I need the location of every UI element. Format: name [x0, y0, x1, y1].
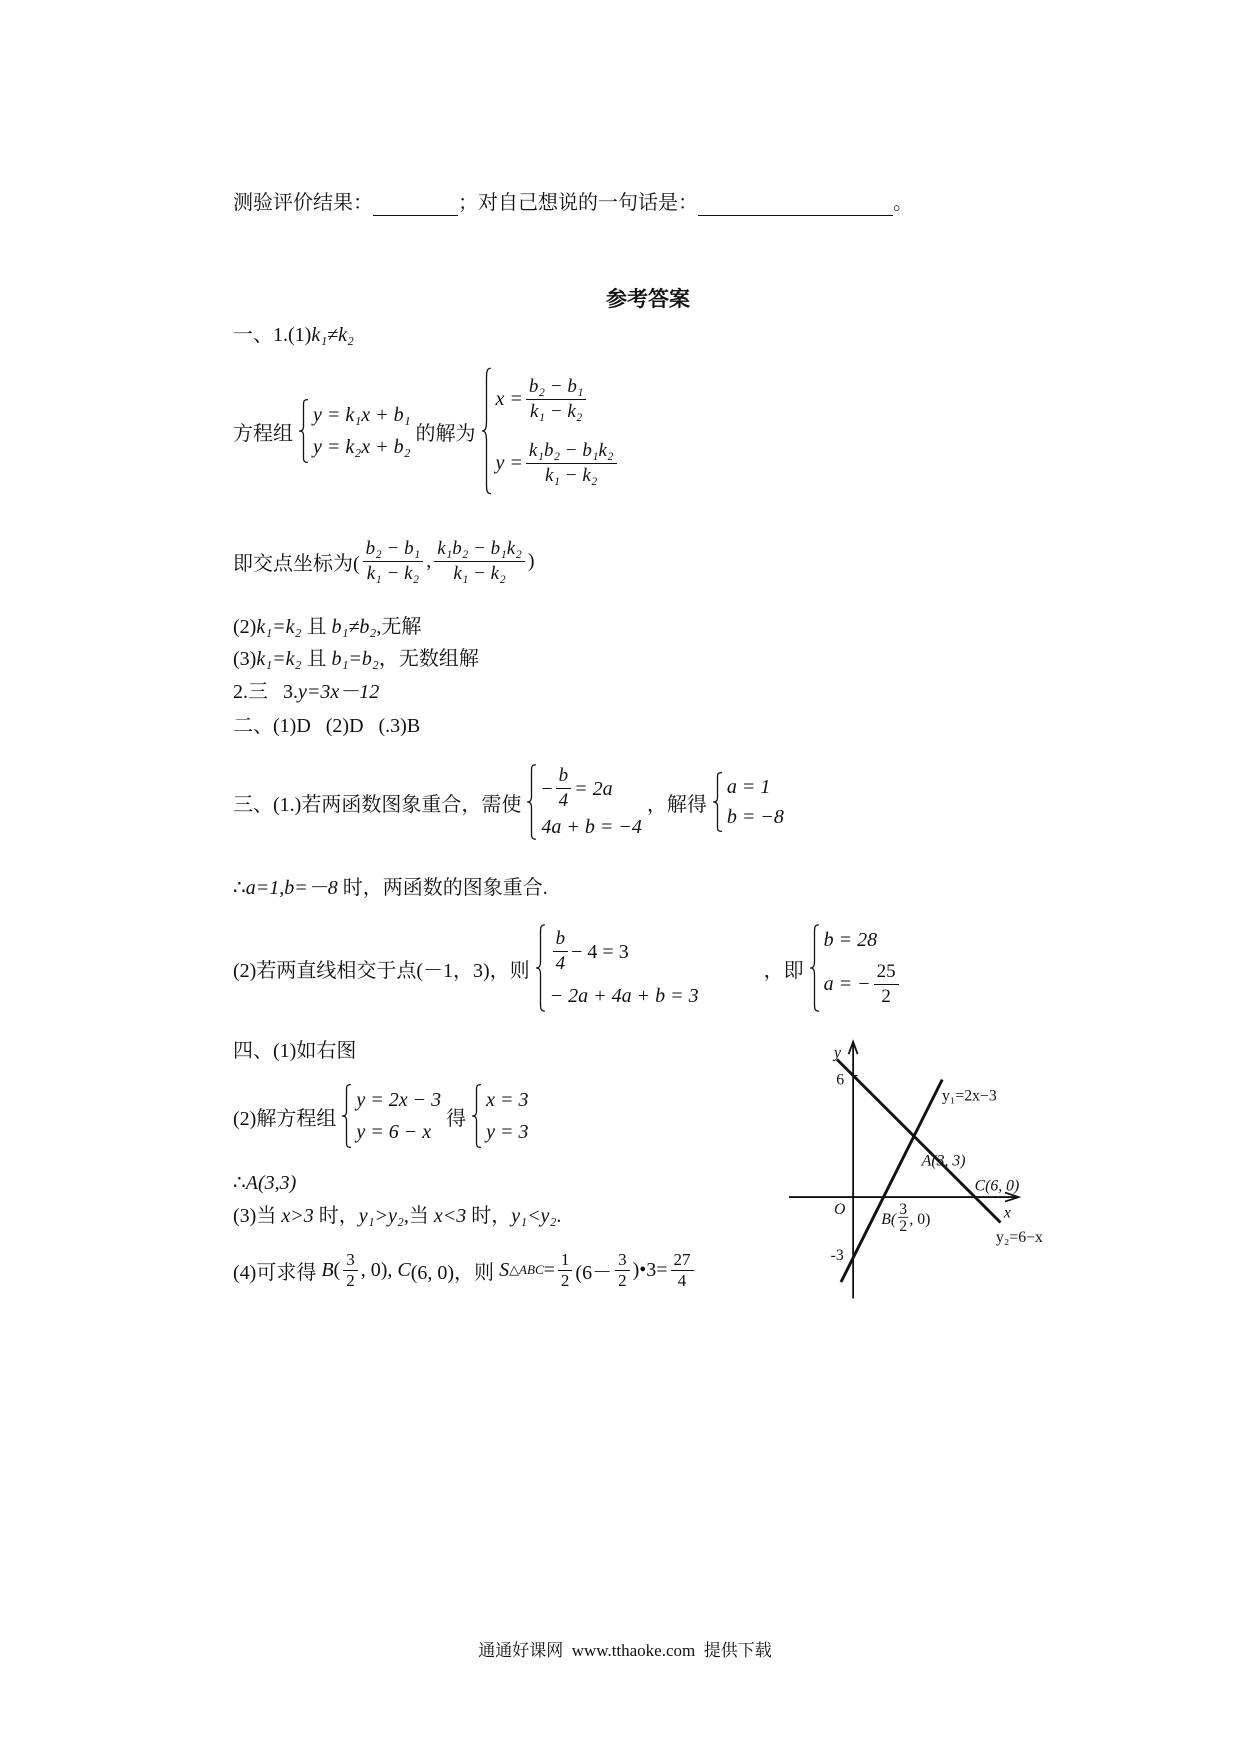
fraction	[553, 927, 569, 976]
numerator: 1	[558, 1250, 573, 1271]
part1-q2-line	[233, 679, 379, 705]
intersection-label: 即交点坐标为(	[233, 552, 360, 575]
paren-close: )•3=	[632, 1258, 668, 1281]
fraction	[556, 764, 572, 813]
fraction	[615, 1250, 630, 1291]
q2-solution	[809, 924, 902, 1012]
conjunction: 且	[301, 648, 332, 670]
left-brace	[712, 772, 723, 832]
condition-2: b₁=b₂	[331, 648, 379, 670]
therefore-mark: ∴	[233, 1172, 246, 1194]
denominator: 2	[560, 1270, 570, 1290]
q2-system-rows	[546, 924, 699, 1012]
q1-solution-rows	[723, 772, 784, 832]
denominator: k₁ − k₂	[529, 400, 583, 422]
left-brace	[341, 1084, 352, 1148]
left-brace	[481, 367, 492, 495]
q2-system-rows	[352, 1084, 441, 1148]
denominator: k₁ − k₂	[366, 562, 420, 584]
part4-q3-line	[233, 1203, 561, 1229]
q2-equation: y=3x－12	[298, 681, 380, 703]
q2-solution	[471, 1084, 528, 1148]
part4-q4-block	[233, 1248, 697, 1292]
q1-sol1: a = 1	[726, 776, 771, 798]
condition: x<3	[433, 1205, 467, 1227]
denominator: 4	[555, 953, 566, 975]
point-c-rest: (6, 0)，则	[410, 1261, 500, 1284]
fraction	[343, 1250, 358, 1291]
result-blank	[373, 195, 458, 216]
fraction	[434, 537, 525, 586]
numerator: b	[556, 764, 572, 789]
point-b-rest: , 0),	[360, 1258, 398, 1281]
fraction	[526, 439, 617, 488]
q1-system-rows	[537, 764, 642, 840]
solution-rows	[492, 367, 620, 495]
condition-1: k₁=k₂	[256, 648, 302, 670]
part1-q1-2-line	[233, 614, 421, 640]
q1-solution	[712, 772, 784, 832]
fraction	[558, 1250, 573, 1291]
intersection-separator: ,	[426, 549, 432, 572]
point-b-open: (	[333, 1258, 341, 1281]
q2-label: (2)解方程组	[233, 1107, 337, 1130]
denominator: k₁ − k₂	[453, 562, 506, 584]
q1-system	[526, 764, 642, 840]
intersection-block	[233, 528, 535, 594]
result: ，无数组解	[378, 648, 479, 670]
numerator: b₂ − b₁	[526, 375, 587, 400]
q4-prefix: (4)可求得	[233, 1261, 322, 1284]
left-brace	[471, 1084, 482, 1148]
numerator: b	[553, 927, 569, 952]
left-brace	[809, 924, 820, 1012]
point-c-label: C	[397, 1258, 411, 1281]
denominator: 4	[558, 790, 569, 812]
part3-q2-block	[233, 922, 907, 1014]
q2-sol1: b = 28	[823, 929, 878, 952]
q1-condition: k₁≠k₂	[311, 324, 354, 346]
solution-equations	[481, 367, 620, 495]
tick-neg-three: -3	[830, 1247, 844, 1265]
part3-q1-conclusion	[233, 875, 548, 901]
area-symbol: S	[499, 1258, 510, 1281]
q2-get: 得	[446, 1107, 467, 1130]
point-b-denominator: 2	[899, 1217, 908, 1235]
intersection-close: )	[527, 549, 535, 572]
numerator: 27	[671, 1250, 694, 1271]
text: .	[556, 1205, 562, 1227]
numerator: k₁b₂ − b₁k₂	[434, 537, 525, 562]
line2-label: y₂=6−x	[996, 1229, 1043, 1247]
part4-q1-line: 四、(1)如右图	[233, 1040, 357, 1062]
q2-eq2: − 2a + 4a + b = 3	[549, 984, 699, 1007]
line-y2	[837, 1059, 1001, 1222]
words-blank	[698, 195, 893, 216]
text: 时，	[313, 1205, 359, 1227]
q2-text: 2.三 3.	[233, 681, 298, 703]
minus-sign: −	[541, 777, 553, 800]
point-c-label: C(6, 0)	[974, 1177, 1020, 1195]
part2-line: 二、(1)D (2)D (.3)B	[233, 715, 421, 737]
prefix: (2)	[233, 616, 257, 638]
text: ,当	[403, 1205, 434, 1227]
q1-sol2: b = −8	[726, 806, 784, 828]
result-label: 测验评价结果：	[233, 192, 373, 214]
q2-system	[341, 1084, 441, 1148]
numerator: 3	[615, 1250, 630, 1271]
q1-eq1	[541, 764, 642, 813]
system-eq1: y = k₁x + b₁	[313, 404, 411, 426]
condition-2: b₁≠b₂	[331, 616, 377, 638]
part3-q1-block	[233, 764, 789, 840]
q2-eq2: y = 6 − x	[356, 1121, 432, 1143]
fraction	[526, 375, 587, 424]
equation-system-block	[233, 366, 625, 496]
solution-y-row	[496, 439, 620, 488]
q2-eq1	[550, 927, 699, 976]
numerator: 3	[343, 1250, 358, 1271]
result: y₁>y₂	[358, 1205, 404, 1227]
denominator: 2	[881, 985, 891, 1007]
part1-q1-3-line	[233, 646, 479, 672]
solution-y-lhs: y =	[495, 452, 523, 474]
denominator: k₁ − k₂	[545, 464, 598, 486]
fraction	[671, 1250, 694, 1291]
conclusion-text: 时，两函数的图象重合.	[337, 877, 548, 899]
numerator: 25	[874, 960, 899, 985]
solution-label: 的解为	[415, 422, 476, 445]
q2-eq1-rhs: − 4 = 3	[571, 940, 629, 963]
left-brace	[298, 399, 309, 463]
area-subscript: △ABC	[509, 1262, 544, 1277]
denominator: 2	[618, 1270, 627, 1290]
result: y₁<y₂	[511, 1205, 557, 1227]
system-label: 方程组	[233, 422, 293, 445]
left-brace	[535, 924, 546, 1012]
left-brace	[526, 764, 537, 840]
conjunction: 且	[301, 616, 332, 638]
paren-open: (6－	[575, 1261, 613, 1284]
end-mark: 。	[893, 192, 913, 214]
origin-label: O	[834, 1200, 846, 1218]
q1-eq2: 4a + b = −4	[541, 815, 642, 838]
system-rows	[309, 399, 411, 463]
point-a-label: A(3, 3)	[921, 1152, 966, 1170]
q2-label: (2)若两直线相交于点(－1，3)，则	[233, 959, 530, 982]
line-y1	[841, 1080, 942, 1283]
point-b-numerator: 3	[899, 1200, 908, 1218]
text: 时，	[466, 1205, 512, 1227]
fraction	[874, 960, 899, 1009]
condition: x>3	[281, 1205, 314, 1227]
q2-system	[535, 924, 699, 1012]
q1-label: 三、(1.)若两函数图象重合，需使	[233, 793, 522, 816]
point-a: A(3,3)	[245, 1172, 297, 1194]
point-b-label: B	[321, 1258, 334, 1281]
system-equations	[298, 399, 411, 463]
system-eq2: y = k₂x + b₂	[313, 436, 411, 458]
q2-sol2	[824, 960, 902, 1009]
point-b-close: , 0)	[909, 1211, 931, 1229]
part4-q2-conclusion	[233, 1170, 296, 1196]
equals: =	[543, 1258, 555, 1281]
denominator: 2	[346, 1270, 355, 1290]
footer: 通通好课网 www.tthaoke.com 提供下载	[478, 1641, 772, 1660]
part4-q2-block	[233, 1082, 533, 1150]
denominator: 4	[677, 1270, 687, 1290]
y-axis-label: y	[834, 1044, 841, 1062]
q1-solve-label: ，解得	[646, 793, 707, 816]
x-axis-label: x	[1003, 1204, 1011, 1222]
numerator: b₂ − b₁	[363, 537, 424, 562]
words-label: ；对自己想说的一句话是：	[458, 192, 698, 214]
answer-title: 参考答案	[606, 287, 690, 311]
q1-prefix: 一、1.(1)	[233, 324, 312, 346]
function-graph	[789, 1037, 1059, 1302]
q2-solution-rows	[482, 1084, 528, 1148]
text: (3)当	[233, 1205, 282, 1227]
q2-solution-rows	[820, 924, 902, 1012]
conclusion-equation: a=1,b=－8	[245, 877, 338, 899]
condition-1: k₁=k₂	[256, 616, 302, 638]
q1-eq1-rhs: = 2a	[574, 777, 613, 800]
part1-q1-line	[233, 322, 354, 348]
fraction	[363, 537, 424, 586]
therefore-mark: ∴	[233, 877, 246, 899]
prefix: (3)	[233, 648, 257, 670]
solution-x-lhs: x =	[495, 388, 523, 410]
result: ,无解	[376, 616, 422, 638]
q2-result-label: ，即	[763, 959, 804, 982]
solution-x-row	[496, 375, 620, 424]
q2-eq1: y = 2x − 3	[356, 1089, 442, 1111]
point-b-open: B(	[881, 1211, 897, 1229]
tick-six: 6	[836, 1071, 845, 1089]
q2-sol1: x = 3	[486, 1089, 529, 1111]
line1-label: y₁=2x−3	[942, 1087, 997, 1105]
q2-sol2: y = 3	[486, 1121, 529, 1143]
evaluation-line	[233, 190, 913, 216]
q2-sol2-lhs: a = −	[823, 973, 871, 996]
numerator: k₁b₂ − b₁k₂	[526, 439, 617, 464]
